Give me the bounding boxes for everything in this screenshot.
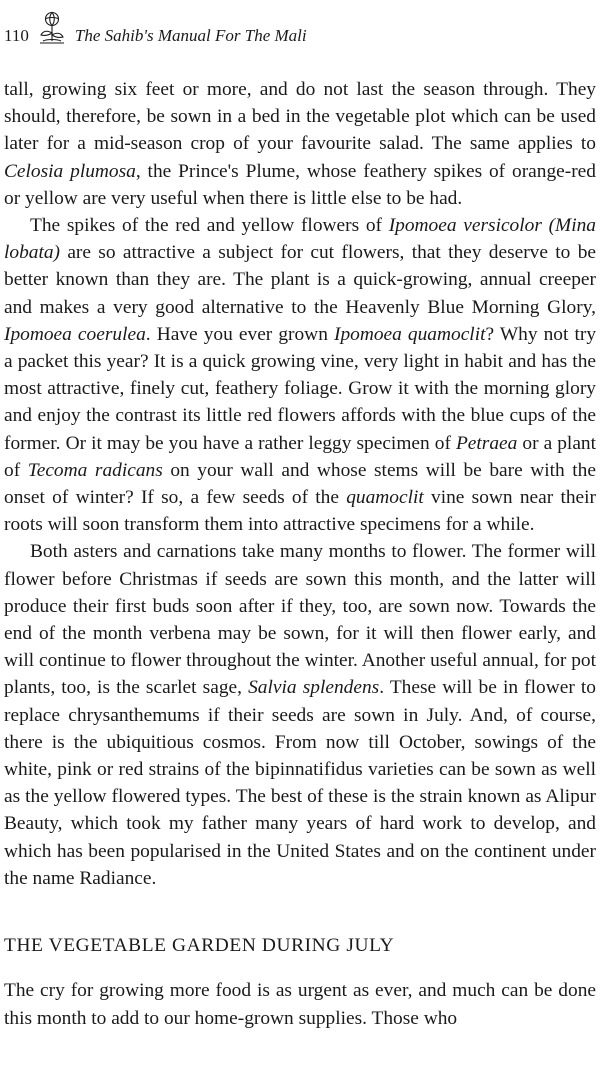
text-run: The spikes of the red and yellow flowers of xyxy=(30,215,389,237)
text-run: ? Why not try a packet this year? It is a quick growing vine, very light in habit and has the most attractive, finely cut, feathery foliage. Grow it with the morning glory and enjoy the contrast its little red flowers affords with the blue cups of the former. Or it may be you have a rather leggy specimen of xyxy=(4,323,597,454)
paragraph xyxy=(4,977,596,1031)
text-run: . These will be in flower to replace chrysanthemums if their seeds are sown in July. And, of course, there is the ubiquitious cosmos. From now till October, sowings of the white, pink or red strains of the bipinnatifidus varieties can be sown as well as the yellow flowered types. The best of these is the strain known as Alipur Beauty, which took my father many years of hard work to develop, and which has been popularised in the United States and on the continent under the name Radiance. xyxy=(4,677,597,889)
text-run: . Have you ever grown xyxy=(145,323,334,345)
italic-text: Salvia splendens xyxy=(248,677,380,699)
italic-text: quamoclit xyxy=(346,487,424,509)
text-run: The cry for growing more food is as urgent as ever, and much can be done this month to add to our home-grown supplies. Those who xyxy=(4,980,596,1029)
page-number: 110 xyxy=(4,26,29,45)
text-run: or a plant of xyxy=(4,432,597,481)
text-run: vine sown near their roots will soon transform them into attractive specimens for a while. xyxy=(4,487,596,536)
page-header xyxy=(4,22,307,50)
text-run: tall, growing six feet or more, and do not last the season through. They should, therefore, be sown in a bed in the vegetable plot which can be used later for a mid-season crop of your favourite salad. The same applies to xyxy=(4,79,596,155)
italic-text: Ipomoea versicolor (Mina lobata) xyxy=(4,215,596,264)
italic-text: Tecoma radicans xyxy=(27,459,163,481)
italic-text: Celosia plumosa xyxy=(4,160,136,182)
page-body xyxy=(4,76,596,1032)
italic-text: Ipomoea quamoclit xyxy=(333,323,486,345)
paragraph xyxy=(4,76,596,212)
paragraph xyxy=(4,538,596,892)
section-heading: THE VEGETABLE GARDEN DURING JULY xyxy=(4,935,395,957)
italic-text: Petraea xyxy=(455,432,518,454)
flower-ornament-icon xyxy=(35,9,69,49)
text-run: are so attractive a subject for cut flowers, that they deserve to be better known than they are. The plant is a quick-growing, annual creeper and makes a very good alternative to the Heavenly Blue Morning Glory, xyxy=(4,242,596,318)
text-run: Both asters and carnations take many months to flower. The former will flower before Christmas if seeds are sown this month, and the latter will produce their first buds soon after if they, too, are sown now. Towards the end of the month verbena may be sown, for it will then flower early, and will continue to flower throughout the winter. Another useful annual, for pot plants, too, is the scarlet sage, xyxy=(4,541,596,699)
text-run: on your wall and whose stems will be bare with the onset of winter? If so, a few seeds of the xyxy=(4,459,596,509)
running-title: The Sahib's Manual For The Mali xyxy=(74,26,307,45)
italic-text: Ipomoea coerulea xyxy=(4,323,146,345)
text-run: , the Prince's Plume, whose feathery spikes of orange-red or yellow are very useful when there is little else to be had. xyxy=(4,160,596,209)
paragraph xyxy=(4,212,596,538)
